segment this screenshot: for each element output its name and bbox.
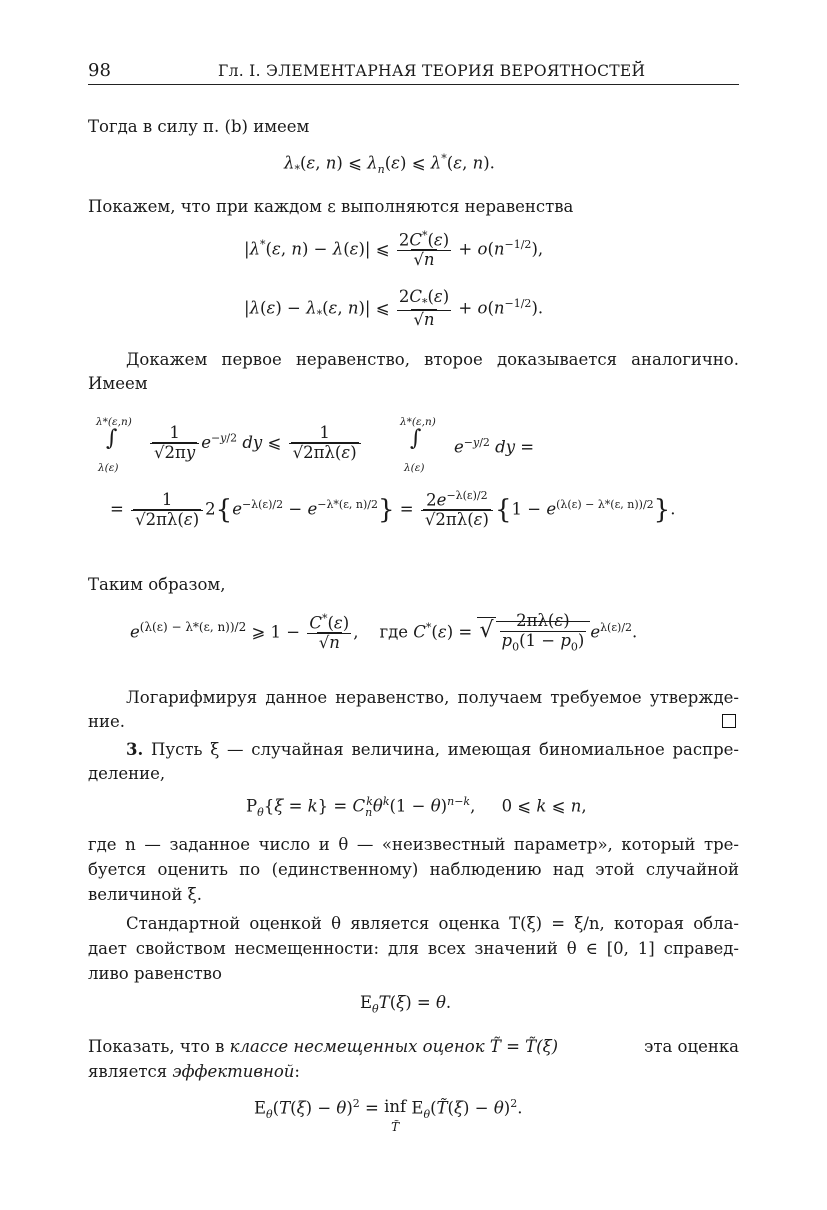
paragraph-8a: Стандартной оценкой θ является оценка T(ξ) = ξ/n, которая обла- xyxy=(126,914,739,933)
formula-2: |λ*(ε, n) − λ(ε)| ⩽ $\frac{2C^*(\varepsilon)}{√n}$ + $o(n^{-1/2})$, xyxy=(244,229,544,270)
paragraph-3a: Докажем первое неравенство, второе доказывается аналогично. xyxy=(126,350,739,369)
where-word: где xyxy=(379,622,409,642)
paragraph-1: Тогда в силу п. (b) имеем xyxy=(88,117,310,136)
formula-8: $E_\theta T(\xi) = \theta$. xyxy=(360,993,452,1016)
formula-3: $|\lambda(\varepsilon) - \lambda_*(\varepsilon$, n)| ⩽ $\frac{2C_*(\varepsilon)}{√n}$ + $o(n^{-1/2})$. xyxy=(244,287,544,329)
paragraph-5a: Логарифмируя данное неравенство, получаем требуемое утвержде- xyxy=(126,688,739,707)
paragraph-5b: ние. xyxy=(88,712,126,731)
formula-1: $\lambda_*(\varepsilon$, n) ⩽ $\lambda_n(\varepsilon)$ ⩽ λ*(ε, n). xyxy=(284,152,495,176)
formula-7: $P_\theta\{\xi = k\} = C_n^k\theta^k(1 - \theta)^{n-k}$, 0 ⩽ k ⩽ n, xyxy=(246,795,587,819)
problem-number: 3. xyxy=(126,740,144,759)
paragraph-9b: является эффективной: xyxy=(88,1062,300,1081)
paragraph-7a: где n — заданное число и θ — «неизвестный параметр», который тре- xyxy=(88,835,739,854)
paragraph-6a xyxy=(88,740,739,759)
paragraph-6b: деление, xyxy=(88,764,166,783)
qed-square-icon xyxy=(722,714,736,728)
formula-4: λ*(ε,n) ∫ λ(ε) $\frac{1}{√2\pi y}$ $e^{-y/2}$ dy ⩽ $\frac{1}{√2\pi\lambda(\varepsilon)}$ λ*(ε,n) ∫ λ(ε) $e^{-y/2}$ dy = xyxy=(96,416,535,474)
formula-9: $E_\theta(T(\xi) - \theta)^2$ = inf T̃ $E_\theta(T̃(\xi) - \theta)^2$. xyxy=(254,1097,523,1134)
paragraph-7b: буется оценить по (единственному) наблюдению над этой случайной xyxy=(88,860,739,879)
paragraph-2: Покажем, что при каждом ε выполняются неравенства xyxy=(88,197,574,216)
formula-5: = $\frac{1}{√2\pi\lambda(\varepsilon)}$ $2\{e^{-\lambda(\varepsilon)/2} - e^{-\lambda*(\varepsilon, n)/2}\}$ = $\frac{2e^{-\lambda(\varepsilon)/2}}{√2\pi\lambda(\varepsilon)}$ $\{1 - e^{(\lambda(\varepsilon) - \lambda*(\varepsilon, n))/2}\}$. xyxy=(110,489,676,530)
paragraph-3b: Имеем xyxy=(88,374,148,393)
formula-6: $e^{(\lambda(\varepsilon) - \lambda*(\varepsilon, n))/2}$ ⩾ 1 − $\frac{C^*(\varepsilon)}{√n}$ , где C*(ε) = √ $\frac{2\pi\lambda(\varepsilon)}{p_0(1 - p_0)}$ $e^{\lambda(\varepsilon)/2}$. xyxy=(130,611,638,654)
paragraph-9a: Показать, что в классе несмещенных оценок T̃ = T̃(ξ) эта оценка xyxy=(88,1037,739,1056)
paragraph-4: Таким образом, xyxy=(88,575,226,594)
chapter-title: Гл. I. ЭЛЕМЕНТАРНАЯ ТЕОРИЯ ВЕРОЯТНОСТЕЙ xyxy=(218,62,646,80)
paragraph-7c: величиной ξ. xyxy=(88,885,202,904)
running-header xyxy=(88,58,739,85)
paragraph-8c: ливо равенство xyxy=(88,964,222,983)
paragraph-8b: дает свойством несмещенности: для всех значений θ ∈ [0, 1] справед- xyxy=(88,939,739,958)
page-number: 98 xyxy=(88,60,111,81)
problem-text: Пусть ξ — случайная величина, имеющая биномиальное распре- xyxy=(151,740,740,759)
